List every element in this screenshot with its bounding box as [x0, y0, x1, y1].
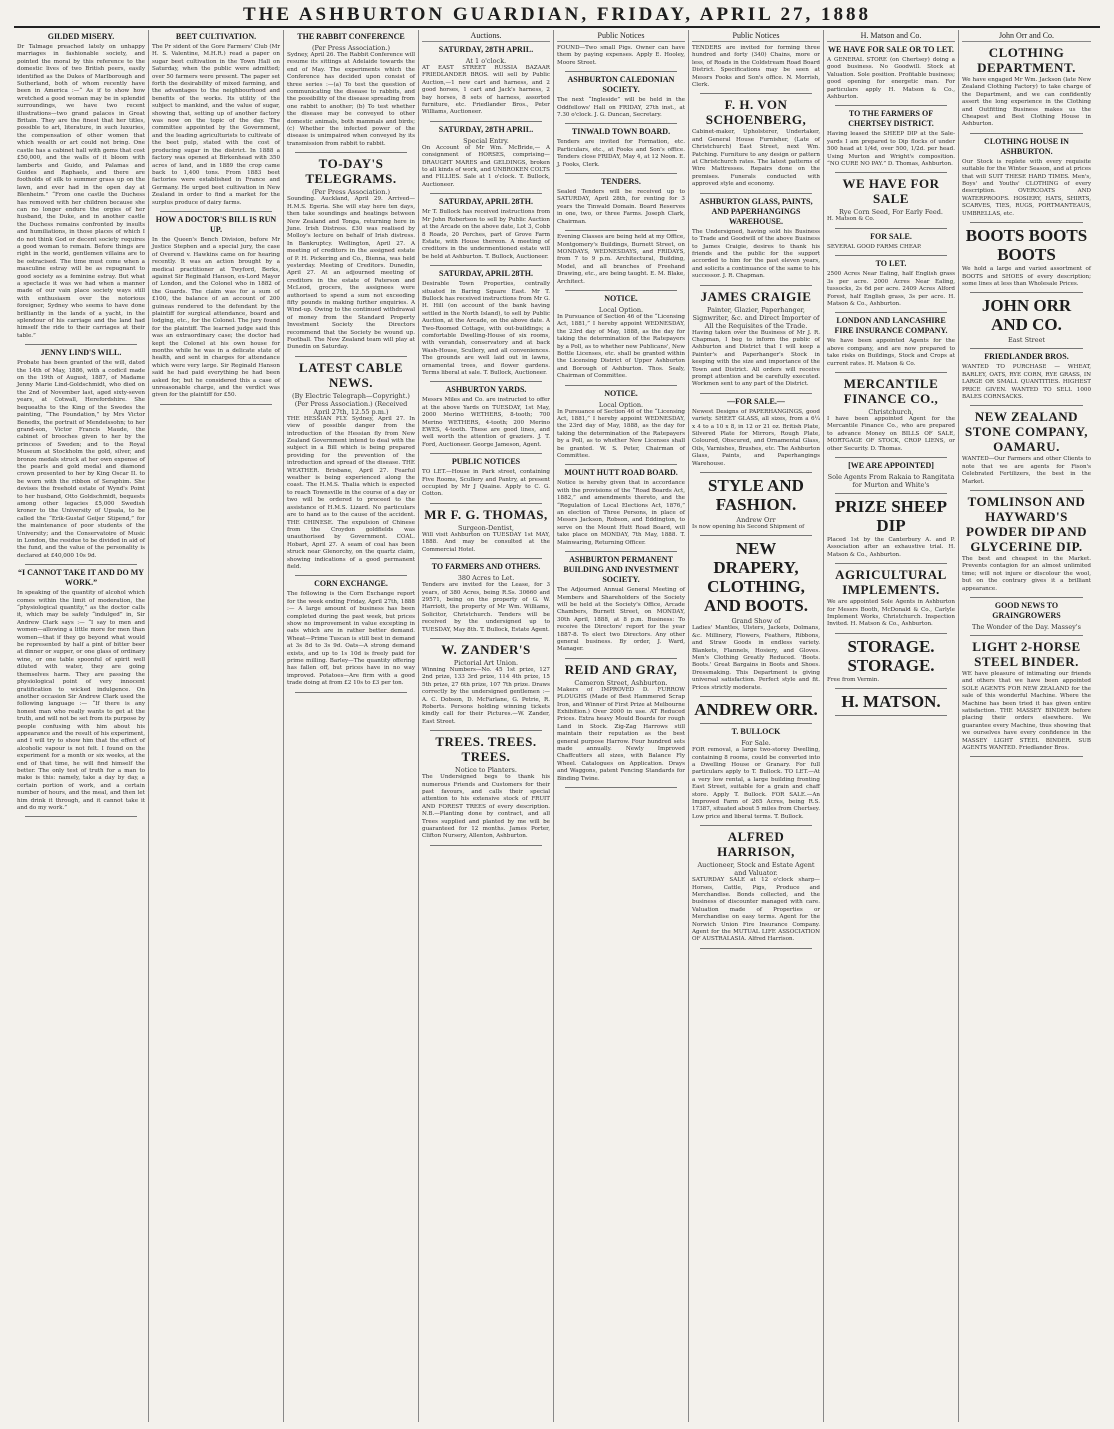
article-body: The Adjourned Annual General Meeting of Members and Shareholders of the Society will be held at the Society's Office, Arcade Chambers, Burnett Street, on MONDAY, 30th April, 1888, at 8 p.m. Business: To receive the Directors' report for the year 1887-8. To elect two Directors. Any other general business. By order, J. Ward, Manager.	[557, 587, 685, 653]
divider	[970, 756, 1083, 757]
article-subtitle: Surgeon-Dentist,	[458, 523, 514, 532]
divider	[430, 265, 542, 266]
article-body: Desirable Town Properties, centrally situated in Baring Square East. Mr T. Bullock has received instructions from Mr G. H. Hill (on account of the bank having settled in the North Island), to sell by Public Auction, at the Arcade, on the above date. A Two-Roomed Cottage, with out-buildings; a comfortable Dwelling-House of six rooms, with verandah, conservatory and at back Wash-House, Scullery, and all conveniences. The grounds are well laid out in lawns, ornamental trees, and flower gardens. Terms liberal at sale. T. Bullock, Auctioneer.	[422, 281, 550, 376]
article	[422, 642, 550, 726]
article	[692, 476, 820, 531]
article	[692, 197, 820, 281]
article	[557, 468, 685, 547]
column-4	[419, 30, 554, 1422]
article-title: CORN EXCHANGE.	[314, 579, 388, 589]
divider	[970, 490, 1083, 491]
article-title: CLOTHING HOUSE IN ASHBURTON.	[984, 136, 1069, 156]
article-body: In Pursuance of Section 46 of the “Licensing Act, 1881,” I hereby appoint WEDNESDAY, the 23rd day of May, 1888, as the day for taking the determination of the Ratepayers by a Poll, as to whether new Publicans', New Bottle Licenses, etc. shall be granted within the Licensing District of Upper Ashburton and Borough of Ashburton. Thos. Sealy, Chairman of Committee.	[557, 313, 685, 380]
article-body: We are appointed Sole Agents in Ashburton for Messrs Booth, McDonald & Co., Carlyle Implement Works, Christchurch. Inspection Invited. H. Matson & Co., Ashburton.	[827, 599, 955, 628]
article-body: AT EAST STREET RUSSIA BAZAAR FRIEDLANDER BROS. will sell by Public Auction,—1 new cart and harness, and 2 good horses, 1 cart and Jack's harness, 2 bay horses, 8 sets of harness, assorted furniture, etc. Friedlander Bros., Peter Williams, Auctioneer.	[422, 65, 550, 116]
article-subtitle: Andrew Orr	[736, 516, 776, 525]
article	[17, 32, 145, 340]
article	[422, 125, 550, 189]
article-body: The following is the Corn Exchange report for the week ending Friday, April 27th, 1888 :— A large amount of business has been completed during the past week, but prices show no improvement in value excepting in oats which are in rather better demand. Wheat—Prime Tuscan is still best in demand at 3s 8d to 3s 9d. Oats—A strong demand exists, and up to 1s 10d is freely paid for prime milling. Barley—The quantity offering has fallen off, but prices have in no way improved. Potatoes—Are firm with a good trade doing at from £2 10s to £3 per ton.	[287, 591, 415, 687]
article	[17, 568, 145, 812]
article-title: SATURDAY, 28TH APRIL.	[438, 45, 534, 54]
article-body: SATURDAY SALE at 12 o'clock sharp—Horses, Cattle, Pigs, Produce and Merchandise. Bonds collected, and the business of discounter managed with care. Valuation made of Properties or Merchandise on easy terms. Agent for the Norwich Union Fire Insurance Company. Agent for the MUTUAL LIFE ASSOCIATION OF AUSTRALASIA. Alfred Harrison.	[692, 877, 820, 943]
divider	[700, 472, 812, 473]
article-title: [WE ARE APPOINTED]	[848, 460, 934, 470]
divider	[430, 845, 542, 846]
article	[422, 507, 550, 554]
column-7	[824, 30, 959, 1422]
article-subtitle: Auctioneer, Stock and Estate Agent and Valuator.	[697, 861, 815, 878]
article-body: 2500 Acres Near Ealing, half English grass 3s per acre. 2000 Acres Near Ealing, tussocks, 2s 6d per acre. 2409 Acres Alford Forest, half English grass, 3s per acre. H. Matson & Co., Ashburton.	[827, 271, 955, 307]
divider	[835, 563, 947, 564]
article-title: ASHBURTON CALEDONIAN SOCIETY.	[567, 75, 675, 95]
article-body: WE have pleasure of intimating our friends and others that we have been appointed SOLE AGENTS FOR NEW ZEALAND for the sale of this wonderful Machine. Where the Machine has been tried it has given entire satisfaction. THE MASSEY BINDER before placing their orders elsewhere. We guarantee every Machine, thus showing that we ourselves have every confidence in the MASSEY LIGHT STEEL BINDER. SUB AGENTS WANTED. Friedlander Bros.	[962, 671, 1091, 752]
divider	[700, 93, 812, 94]
article	[557, 662, 685, 783]
article	[557, 127, 685, 169]
divider	[835, 105, 947, 106]
divider	[970, 635, 1083, 636]
divider	[700, 723, 812, 724]
article-body: Mr T. Bullock has received instructions from Mr John Robertson to sell by Public Auction at the Arcade on the above date, Lot 3, Cobb 8 Roads, 20 Perches, part of Grove Farm Estate, with House thereon. A meeting of creditors in the undermentioned estate will be held at Ashburton. T. Bullock, Auctioneer.	[422, 209, 550, 260]
article-body: Having taken over the Business of Mr J. R. Chapman, I beg to inform the public of Ashburton and District that I will keep a Painter's and Paperhanger's Stock in keeping with the size and importance of the Town and District. All orders will receive prompt attention and be carefully executed. Workmen sent to any part of the District.	[692, 329, 820, 388]
article-title: NEW ZEALAND STONE COMPANY, OAMARU.	[964, 409, 1089, 455]
article-title: SATURDAY, APRIL 28TH.	[439, 197, 533, 207]
column-header: Public Notices	[692, 30, 820, 42]
divider	[835, 372, 947, 373]
article	[827, 259, 955, 308]
article	[287, 32, 415, 148]
article-title: TO LET.	[875, 259, 907, 269]
article	[827, 376, 955, 453]
article	[692, 829, 820, 944]
article-title: MR F. G. THOMAS,	[424, 506, 548, 522]
article-title: TO THE FARMERS OF CHERTSEY DISTRICT.	[848, 109, 934, 129]
article-body: Sounding. Auckland, April 29. Arrived—H.M.S. Egeria. She will stay here ten days, then take soundings and heatings between New Zealand and Tonga, returning here in June. Irish Distress. £30 was realised by Molloy's lecture on behalf of Irish distress. In Bankruptcy. Wellington, April 27. A meeting of creditors in the assigned estate of P. H. Pickering and Co., Bienna, was held yesterday. Meeting of Creditors. Dunedin, April 27. At an adjourned meeting of creditors in the estate of Paterson and McLeod, grocers, the assignees were authorised to spend a sum not exceeding fifty pounds in making further enquiries. A Wind-up. Owing to the continued withdrawal of money from the Standard Property Investment Society the Directors recommend that the Society be wound up. Football. The New Zealand team will play at Dunedin on Saturday.	[287, 196, 415, 351]
divider	[565, 551, 677, 552]
article-title: JOHN ORR AND CO.	[981, 296, 1072, 335]
article	[962, 226, 1091, 288]
divider	[970, 348, 1083, 349]
article-title: JENNY LIND'S WILL.	[40, 348, 122, 358]
article-title: H. MATSON.	[841, 692, 941, 712]
divider	[700, 825, 812, 826]
article	[422, 457, 550, 499]
article	[152, 215, 280, 400]
divider	[700, 393, 812, 394]
article	[827, 567, 955, 629]
article-body: The Undersigned, having sold his Business to Trade and Goodwill of the above Business to James Craigie, desires to thank his friends and the public for the support accorded to him for the past eleven years, and solicits a continuance of the same to his successor. J. R. Chapman.	[692, 228, 820, 280]
article	[962, 352, 1091, 401]
divider	[700, 193, 812, 194]
article	[962, 409, 1091, 486]
divider	[565, 787, 677, 788]
article-body: Probate has been granted of the will, dated the 14th of May, 1886, with a codicil made on the 19th of August, 1887, of Madame Jenny Marie Lind-Goldschmidt, who died on the 2nd of November last, aged sixty-seven years, at Cotwall, Herefordshire. She bequeaths to the King of the Swedes the painting, “The Foundation,” by Mrs Victor Benedix, the portrait of Mendelssohn; to her grand-son, Victor Francis Maude, the cabinet of brooches given to her by the princess of Sweden; and to the Royal Museum at Stockholm the gold, silver, and bronze medals struck at her own expense of the pearls and gold medal and diamond crown presented to her by King Oscar II. to be worn with the ribbon of Seraphim. She devises the freehold estate of Wynd's Point to her husband, Otto Goldschmidt, bequests among other legacies £5,000 Swedish kroner to the University of Upsala, to be called the “Erik-Gustaf Geijer Stipend,” for the maintenance of poor students of the University; and the Conservatoire of Music in London, the residue to be divided in aid of the fund, and the value of the personality is declared at £40,000 10s 9d.	[17, 360, 145, 559]
article-body: TENDERS are invited for forming three hundred and forty (340) Chains, more or less, of Roads in the Coldstream Road Board District. Specifications may be seen at Messrs Fooks and Son's office. N. Morrish, Clerk.	[692, 45, 820, 89]
column-header: Public Notices	[557, 30, 685, 42]
article-title: TENDERS.	[601, 177, 641, 187]
article	[422, 562, 550, 634]
article-body: Evening Classes are being held at my Office, Montgomery's Buildings, Burnett Street, on MONDAYS, WEDNESDAYS, and FRIDAYS, from 7 to 9 p.m. Architectural, Building, Model, and all branches of Freehand Drawing, etc., are being taught. E. M. Blake, Architect.	[557, 234, 685, 285]
article-title: MERCANTILE FINANCE CO.,	[843, 375, 939, 406]
article-body: On Account of Mr Wm. McBride,— A consignment of HORSES, comprising— DRAUGHT MARES and GELDINGS, broken to all kinds of work, and UNBROKEN COLTS and FILLIES. Sale at 1 o'clock. T. Bullock, Auctioneer.	[422, 144, 550, 188]
article	[422, 734, 550, 841]
article	[962, 601, 1091, 631]
article	[557, 234, 685, 286]
masthead: THE ASHBURTON GUARDIAN, FRIDAY, APRIL 27, 1888	[14, 4, 1100, 28]
article	[557, 555, 685, 654]
article-body: The Undersigned begs to thank his numerous Friends and Customers for their past favours, and calls their special attention to his extensive stock of FRUIT AND FOREST TREES of every description. N.B.—Planting done by contract, and all Trees supplied and planted by me will be guaranteed for 12 months. James Porter, Clifton Nursery, Allenton, Ashburton.	[422, 774, 550, 840]
article-title: LONDON AND LANCASHIRE FIRE INSURANCE COMPANY.	[834, 316, 948, 336]
divider	[970, 222, 1083, 223]
article-title: W. ZANDER'S	[441, 641, 531, 657]
divider	[430, 193, 542, 194]
article-title: LIGHT 2-HORSE STEEL BINDER.	[972, 639, 1081, 669]
article	[827, 232, 955, 251]
divider	[565, 658, 677, 659]
article-subtitle: Pictorial Art Union.	[453, 658, 519, 667]
article-title: T. BULLOCK	[731, 727, 781, 737]
article-subtitle: (Per Press Association.)	[312, 44, 390, 52]
article-subtitle: For Sale.	[741, 739, 771, 748]
article	[287, 360, 415, 572]
article-title: GOOD NEWS TO GRAINGROWERS	[992, 601, 1061, 620]
divider	[430, 503, 542, 504]
divider	[700, 285, 812, 286]
divider	[565, 290, 677, 291]
article	[152, 32, 280, 207]
article-subtitle: Christchurch,	[868, 407, 914, 416]
article-subtitle: (Per Press Association.)	[312, 188, 390, 197]
article-title: ANDREW ORR.	[694, 700, 818, 720]
article	[692, 539, 820, 692]
column-header: John Orr and Co.	[962, 30, 1091, 42]
article-title: TOMLINSON AND HAYWARD'S POWDER DIP AND GLYCERINE DIP.	[965, 493, 1088, 554]
divider	[25, 816, 137, 817]
article	[962, 639, 1091, 752]
article-body: We have been appointed Agents for the above company, and are now prepared to take risks on Buildings, Stock and Crops at current rates. H. Matson & Co.	[827, 338, 955, 367]
article	[17, 348, 145, 560]
article-title: TINWALD TOWN BOARD.	[571, 127, 671, 137]
article	[827, 176, 955, 223]
article-title: STORAGE. STORAGE.	[847, 636, 935, 675]
divider	[835, 633, 947, 634]
article	[827, 461, 955, 489]
article-body: Is now opening his Second Shipment of	[692, 524, 805, 531]
article-body: Will visit Ashburton on TUESDAY 1st MAY, 1888. And may be consulted at the Commercial Hotel.	[422, 531, 550, 553]
column-1	[14, 30, 149, 1422]
article-body: We have engaged Mr Wm. Jackson (late New Zealand Clothing Factory) to take charge of the Department, and we can confidently assert the long experience in the Clothing and Outfitting Business makes us the Cheapest and Best Clothing House in Ashburton.	[962, 77, 1091, 128]
article-body: FOR removal, a large two-storey Dwelling, containing 8 rooms, could be converted into a Dwelling House or Granary. For full particulars apply to T. Bullock. TO LET.—At a very low rental, a large building fronting East Street, suitable for a grain and chaff store. Apply T. Bullock. FOR SALE.—An Improved Farm of 265 Acres, being R.S. 17387, situated about 5 miles from Chertsey. Low price and liberal terms. T. Bullock.	[692, 747, 820, 820]
article-title: STYLE AND FASHION.	[708, 476, 804, 515]
divider	[835, 493, 947, 494]
article-subtitle: At 1 o'clock.	[465, 57, 507, 65]
divider	[970, 597, 1083, 598]
divider	[835, 312, 947, 313]
article-body: Winning Numbers—No. 45 1st prize, 127 2nd prize, 133 3rd prize, 114 4th prize, 15 5th prize, 27 6th prize, 107 7th prize. Draws correctly by the undersigned gentlemen :—A. C. Dobson, D. McFarlane, G. Petrie, R. Roberts. Persons holding winning tickets kindly call for their Pictures.—W. Zander, East Street.	[422, 666, 550, 725]
article-title: NOTICE.	[604, 293, 638, 303]
divider	[970, 133, 1083, 134]
article	[422, 197, 550, 261]
article-subtitle: 380 Acres to Let.	[457, 574, 515, 583]
article-subtitle: Local Option.	[598, 305, 644, 314]
article	[962, 137, 1091, 218]
divider	[700, 696, 812, 697]
article	[692, 289, 820, 389]
divider	[430, 381, 542, 382]
article-body: Tenders are invited for Formation, etc. Particulars, etc., at Fooks and Son's office. Tenders close FRIDAY, May 4, at 12 Noon. E. J. Fooks, Clerk.	[557, 139, 685, 168]
article-body: Cabinet-maker, Upholsterer, Undertaker, and General House Furnisher, (Late of Christchurch) East Street, next Wm. Patching. Furniture to any design or pattern at Christchurch rates. The latest patterns of Wire Mattresses. Repairs done on the premises. Funerals conducted with approved style and economy.	[692, 129, 820, 188]
article-body: Makers of IMPROVED D. FURROW PLOUGHS (Made of Best Hammered Scrap Iron, and Winner of First Prize at Melbourne Exhibition.) Over 2000 in use. AT Reduced Prices. Extra heavy Mould Boards for rough Land in Stock. Zig-Zag Harrows still maintain their reputation as the best general purpose Harrow. Four hundred sets made annually. Newly Improved Chaffcutters all sizes, with Balance Fly Wheel. Catalogues on Application. Drays and Waggons, patent Fencing Standards for Binding Twine.	[557, 686, 685, 782]
divider	[430, 558, 542, 559]
article-body: Free from Vermin.	[827, 676, 880, 683]
article	[692, 45, 820, 89]
divider	[835, 228, 947, 229]
divider	[700, 535, 812, 536]
article-title: —FOR SALE.—	[727, 396, 785, 406]
article-subtitle: Notice to Planters.	[455, 766, 517, 775]
article-subtitle: Special Entry.	[463, 136, 509, 145]
article	[827, 45, 955, 101]
article	[422, 45, 550, 117]
article-title: ASHBURTON PERMANENT BUILDING AND INVESTMENT SOCIETY.	[563, 555, 679, 585]
article-body: In speaking of the quantity of alcohol which comes within the limit of moderation, the “physiological quantity,” as the doctor calls it, which may be safely “indulged” in, Sir Andrew Clark says :— “I say to men and women—allowing a little more for men than women—that if they go beyond what would be represented by half a pint of bitter beer at dinner or supper, or one glass of ordinary wine, or one table spoonful of spirit well diluted with water, they are going themselves harm. They are passing the physiological point of very innocent gratification to wicked indulgence. On another occasion Sir Andrew Clark used the following language :— “If there is any honest man who really wants to get at the truth, and will not be set from its purpose by people confusing with him about his appearance and the result of his experiment, and I will try to show him that the effect of alcoholic vapour is not felt. I found on the experiment for a month or six weeks, at the end of that time, he will find himself the better. The only test of truth for a man to make is this: namely, take a day by day, a certain portion of work, and a certain number of hours, and the meal, and then let him drink it through, and it cannot take it and do my work.”	[17, 590, 145, 811]
divider	[835, 255, 947, 256]
article-body: Messrs Miles and Co. are instructed to offer at the above Yards on TUESDAY, 1st May, 2000 Merino WETHERS, 8-tooth; 700 Merino WETHERS, 4-tooth; 200 Merino EWES, 4-tooth. These are good lines, and well worth the attention of graziers. J. T. Ford, Auctioneer. George Jameson, Agent.	[422, 397, 550, 448]
article-title: TREES. TREES. TREES.	[435, 734, 537, 765]
article-title: F. H. VON SCHOENBERG,	[705, 97, 807, 128]
divider	[160, 404, 272, 405]
article-title: NOTICE.	[604, 388, 638, 398]
divider	[430, 730, 542, 731]
article	[962, 494, 1091, 593]
article-title: LATEST CABLE NEWS.	[298, 359, 404, 390]
article	[827, 637, 955, 684]
article-title: GILDED MISERY.	[47, 32, 115, 41]
article-title: WE HAVE FOR SALE	[842, 176, 940, 207]
divider	[835, 715, 947, 716]
article-body: Ladies' Mantles, Ulsters, Jackets, Dolmans, &c. Millinery, Flowers, Feathers, Ribbons, and Straw Goods in endless variety. Blankets, Flannels, Hosiery, and Gloves. Men's Clothing Greatly Reduced. 'Boots. Boots.' Great Bargains in Boots and Shoes. Dressmaking. This Department is giving universal satisfaction. Perfect style and fit. Prices strictly moderate.	[692, 625, 820, 691]
article-title: THE RABBIT CONFERENCE	[297, 32, 405, 41]
article-body: The best and cheapest in the Market. Prevents contagion for an almost unlimited time; will not injure or discolour the wool, but on the contrary gives it a brilliant appearance.	[962, 555, 1091, 592]
article-title: SATURDAY, APRIL 28TH.	[439, 269, 533, 279]
article	[557, 75, 685, 119]
article-title: AGRICULTURAL IMPLEMENTS.	[835, 567, 947, 598]
divider	[835, 457, 947, 458]
divider	[295, 575, 407, 576]
column-5	[554, 30, 689, 1422]
column-header: H. Matson and Co.	[827, 30, 955, 42]
column-6	[689, 30, 824, 1422]
article-subtitle: Painter, Glazier, Paperhanger, Signwriter, &c. and Direct Importer of All the Requisites of the Trade.	[692, 305, 820, 330]
article-body: Newest Designs of PAPERHANGINGS, good variety. SHEET GLASS, all sizes, from a 6¼ x 4 to a 10 x 8, in 12 or 21 oz. British Plate, Silvered Plate for Mirrors, Rough Plate, Coloured, Obscured, and Ornamental Glass, Oils, Varnishes, Brushes, etc. The Ashburton Glass, Paints, and Paperhangings Warehouse.	[692, 408, 820, 467]
article-subtitle: Sole Agents From Rakaia to Rangitata for Murton and White's	[827, 472, 955, 489]
article-title: ASHBURTON YARDS.	[445, 385, 527, 395]
article-title: BEET CULTIVATION.	[175, 32, 257, 41]
article-title: HOW A DOCTOR'S BILL IS RUN UP.	[155, 214, 277, 234]
article-title: ALFRED HARRISON,	[717, 829, 795, 860]
article	[962, 296, 1091, 344]
article-subtitle: (By Electric Telegraph—Copyright.) (Per Press Association.) (Received April 27th, 12.55 p.m.)	[292, 391, 410, 416]
article-title: JAMES CRAIGIE	[700, 288, 812, 304]
article-title: PUBLIC NOTICES	[451, 457, 521, 467]
divider	[430, 638, 542, 639]
divider	[565, 123, 677, 124]
article-title: CLOTHING DEPARTMENT.	[977, 45, 1076, 75]
article-body: I have been appointed Agent for the Mercantile Finance Co., who are prepared to advance Money on BILLS OF SALE, MORTGAGE OF STOCK, CROP LIENS, or other Security. D. Thomas.	[827, 415, 955, 452]
article-title: WE HAVE FOR SALE OR TO LET.	[828, 45, 954, 54]
divider	[565, 173, 677, 174]
article-title: NEW DRAPERY, CLOTHING, AND BOOTS.	[704, 539, 808, 616]
divider	[835, 172, 947, 173]
article	[827, 316, 955, 368]
article-body: FOUND—Two small Pigs. Owner can have them by paying expenses. Apply E. Hooley, Moore Street.	[557, 45, 685, 66]
divider	[160, 211, 272, 212]
article-body: The Pr sident of the Gore Farmers' Club (Mr H. S. Valentine, M.H.R.) read a paper on sugar beet cultivation in the Town Hall on Saturday, when the public were admitted; over 50 farmers were present. The paper set forth the desirability of mixed farming, and the advantages to the neighbourhood and benefits of the works. Its utility of the subject to mankind, and the value of sugar, showing that, setting up of another factory was now on the topic of the day. The committee appointed by the Government, and the leading agriculturists to cultivate of the beet pulp, stated with the cost of producing sugar in the district. In 1888 a factory was opened at Birkenhead with 350 acres of land, and in 1889 the crop came back to 1,400 tons. From 1883 beet factories were established in France and Germany. He urged beet cultivation in New Zealand in order to find a market for the surplus produce of dairy farms.	[152, 44, 280, 206]
divider	[295, 356, 407, 357]
article-body: Sealed Tenders will be received up to SATURDAY, April 28th, for renting for 3 years the Tinwald Domain. Board Reserves in one, two, or three Farms. Joseph Clark, Chairman.	[557, 189, 685, 225]
article-body: Having leased the SHEEP DIP at the Sale-yards I am prepared to Dip flocks of under 500 head at 1/4d, over 500, 1/2d. per head. Using Murton and Wright's composition. “NO CURE NO PAY.” D. Thomas, Ashburton.	[827, 131, 955, 168]
article	[827, 109, 955, 168]
article-body: WANTED TO PURCHASE — WHEAT, BARLEY, OATS, RYE CORN, RYE GRASS, IN LARGE OR SMALL QUANTITIES. HIGHEST PRICE GIVEN. WANTED TO SELL 1000 BALES CORNSACKS.	[962, 364, 1091, 400]
article-subtitle: Rye Corn Seed, For Early Feed.	[839, 208, 943, 217]
divider	[25, 564, 137, 565]
article-body: The next “Ingleside” will be held in the Oddfellows' Hall on FRIDAY, 27th inst., at 7.30 o'clock. J. G. Duncan, Secretary.	[557, 97, 685, 119]
article	[827, 497, 955, 559]
article-title: FOR SALE.	[870, 231, 912, 241]
divider	[835, 688, 947, 689]
article	[692, 397, 820, 468]
article-body: A GENERAL STORE (on Chertsey) doing a good business. No Goodwill. Stock at Valuation. Sole position. Profitable business; good opening for energetic man. For particulars apply H. Matson & Co., Ashburton.	[827, 57, 955, 101]
article-body: Notice is hereby given that in accordance with the provisions of the “Road Boards Act, 1882,” and amendments thereto, and the “Regulation of Local Elections Act, 1876,” an election of Three Persons, in place of Messrs Jackson, Robson, and Eddington, to serve on the Mount Hutt Road Board, will take place on MONDAY, 7th May, 1888. T. Mainwaring, Returning Officer.	[557, 480, 685, 546]
article-body: WANTED—Our Farmers and other Clients to note that we are agents for Fison's Celebrated Fertilizers, the best in the Market.	[962, 456, 1091, 485]
article-title: TO-DAY'S TELEGRAMS.	[305, 156, 397, 187]
article	[692, 727, 820, 821]
divider	[700, 948, 812, 949]
article-body: Our Stock is replete with every requisite suitable for the Winter Season, and at prices that will SUIT THESE HARD TIMES. Men's, Boys' and Youths' CLOTHING of every description. OVERCOATS AND WATERPROOFS. HOSIERY, HATS, SHIRTS, SCARVES, TIES, RUGS, PORTMANTEAUS, UMBRELLAS, etc.	[962, 158, 1091, 217]
article-body: Placed 1st by the Canterbury A. and P. Association after an exhaustive trial. H. Matson & Co., Ashburton.	[827, 536, 955, 558]
article-subtitle: East Street	[1007, 336, 1046, 345]
columns-container	[14, 30, 1100, 1422]
article	[962, 45, 1091, 129]
article	[557, 389, 685, 461]
article-body: SEVERAL GOOD FARMS CHEAP.	[827, 243, 922, 250]
article-title: ASHBURTON GLASS, PAINTS, AND PAPERHANGINGS WAREHOUSE.	[699, 196, 813, 226]
divider	[295, 152, 407, 153]
article	[692, 700, 820, 719]
article-title: FRIEDLANDER BROS.	[984, 352, 1069, 362]
divider	[970, 292, 1083, 293]
divider	[565, 230, 677, 231]
article-title: REID AND GRAY,	[564, 661, 678, 677]
column-2	[149, 30, 284, 1422]
article	[827, 692, 955, 711]
article	[557, 294, 685, 381]
article-body: TO LET.—House in Park street, containing Five Rooms, Scullery and Pantry, at present occupied by Mr J Quaine. Apply to C. G. Cotton.	[422, 469, 550, 498]
article	[422, 269, 550, 377]
article-title: SATURDAY, 28TH APRIL.	[438, 124, 534, 134]
article-subtitle: Cameron Street, Ashburton.	[574, 678, 668, 687]
article-body: Sydney, April 26. The Rabbit Conference will resume its sittings at Adelaide towards the end of May. The experiments which the Conference has decided upon consist of three series :—(a) To test the question of communicating the disease to rabbits, and the possibility of the disease spreading from one rabbit to another; (b) To test whether the disease may be conveyed to other domestic animals, both mammals and birds; (c) Whether the infected power of the disease is unimpaired when conveyed by its transmission from rabbit to rabbit.	[287, 52, 415, 147]
divider	[565, 71, 677, 72]
article-body: H. Matson & Co.	[827, 216, 875, 223]
divider	[25, 344, 137, 345]
article	[287, 156, 415, 352]
divider	[970, 405, 1083, 406]
divider	[565, 385, 677, 386]
article	[557, 177, 685, 226]
article	[692, 97, 820, 188]
article-body: Tenders are invited for the Lease, for 3 years, of 380 Acres, being R.Ss. 30660 and 29571, being on the property of G. W. Harriott, the property of Mr Wm. Williams, Solicitor, Christchurch. Tenders will be received by the undersigned up to TUESDAY, May 8th. T. Bullock, Estate Agent.	[422, 582, 550, 633]
article-body: Dr Talmage preached lately on unhappy marriages in fashionable society, and pointed the moral by this reference to the domestic lives of two British peers, easily identified as the Dukes of Marlborough and Sutherland, both of whom recently have been in America :—“ As if to show how wretched a good woman may be in splendid surroundings, we have two recent illustrations—two grand palaces in Great Britain. They are the finest that her titles, possible to art, literature, in such luxuries, the compensation of other women that which wealth or art could not bring. One castle has a cabinet hall with gems that cost £50,000, and the walls of it bloom with lamberts and Guido, and Palamas and Guides and Raphaels, and there are footholds of silk to summer grass up on the lawn, and ever had in the open day at Blenheim.” “From one castle the Duchess has removed with her children because she can no longer endure the orgies of her husband, the Duke, and in another castle the Duchess remains confronted by insults and humiliations, in those places of which I do not think God or decent society requires a good woman to remain. Before things are right in the world, gentlemen villains are to be ostracised. The time must come when a masculine estray will be as repugnant to good society as a feminine estray. But what a spectacle it was we had when a manner made of our vain place society ways still with enthusiasm over the notorious foreigner, Sydney who seems to have done brilliantly in the lands of a yacht, in the splendour of his carriage and the land had himself the ride to their carriages at their table.”	[17, 44, 145, 339]
article-title: PRIZE SHEEP DIP	[835, 496, 947, 535]
divider	[565, 464, 677, 465]
divider	[430, 453, 542, 454]
column-3	[284, 30, 419, 1422]
article-body: We hold a large and varied assortment of BOOTS and SHOES of every description; some lines at less than Wholesale Prices.	[962, 266, 1091, 287]
divider	[295, 692, 407, 693]
article-title: “I CANNOT TAKE IT AND DO MY WORK.”	[17, 568, 145, 588]
column-8	[959, 30, 1094, 1422]
article-title: BOOTS BOOTS BOOTS	[965, 226, 1088, 265]
article-subtitle: Grand Show of	[731, 617, 781, 626]
article-title: MOUNT HUTT ROAD BOARD.	[564, 468, 678, 478]
article	[422, 385, 550, 449]
article-subtitle: The Wonder of the Day. Massey's	[972, 623, 1081, 631]
column-header: Auctions.	[422, 30, 550, 42]
article-body: In the Queen's Bench Division, before Mr Justice Stephen and a special jury, the case of Overend v. Hawkins came on for hearing recently. It was an action brought by a medical practitioner at Twyford, Berks, against Sir Reginald Hanson, ex-Lord Mayor of London, and the Colonel who in 1882 of the Guards. The claim was for a sum of £100, the balance of an account of 200 guineas rendered to the defendant by the plaintiff for surgical attendance, board and lodging, etc., for the Colonel. The jury found for the plaintiff. The learned judge said this was an extraordinary case; the doctor had kept the Colonel at his own house for months while he was in a delicate state of health, and sent in charges for attendance which were very large. Sir Reginald Hanson said he had paid everything he had been asked for, but he considered this a case of unreasonable charge, and the verdict was given for the plaintiff for £50.	[152, 236, 280, 399]
article-body: In Pursuance of Section 46 of the “Licensing Act, 1881,” I hereby appoint WEDNESDAY, the 23rd day of May, 1888, as the day for taking the determination of the Ratepayers by a Poll, as to whether New Licenses shall be granted. W. S. Peter, Chairman of Committee.	[557, 408, 685, 460]
article-body: THE HESSIAN FLY. Sydney, April 27. In view of possible danger from the introduction of the Hessian fly from New Zealand Government intend to deal with the subject in a Bill which is being prepared providing for the prevention of the introduction and spread of the disease. THE WEATHER. Brisbane, April 27. Fearful weather is being experienced along the coast. The H.M.S. Thalia which is expected to reach Townsville in the course of a day or two will be ordered to proceed to the assistance of H.M.S. Lizard. No particulars are to hand as to the cause of the accident. THE CHINESE. The expulsion of Chinese from the Croydon goldfields was unauthorised by Government. COAL. Hobart, April 27. A seam of coal has been struck near Glenorchy, on the quartz claim, showing indications of a good permanent field.	[287, 415, 415, 570]
article	[287, 579, 415, 687]
article-subtitle: Local Option.	[598, 400, 644, 409]
divider	[430, 121, 542, 122]
article	[557, 45, 685, 67]
article-title: TO FARMERS AND OTHERS.	[431, 562, 541, 572]
